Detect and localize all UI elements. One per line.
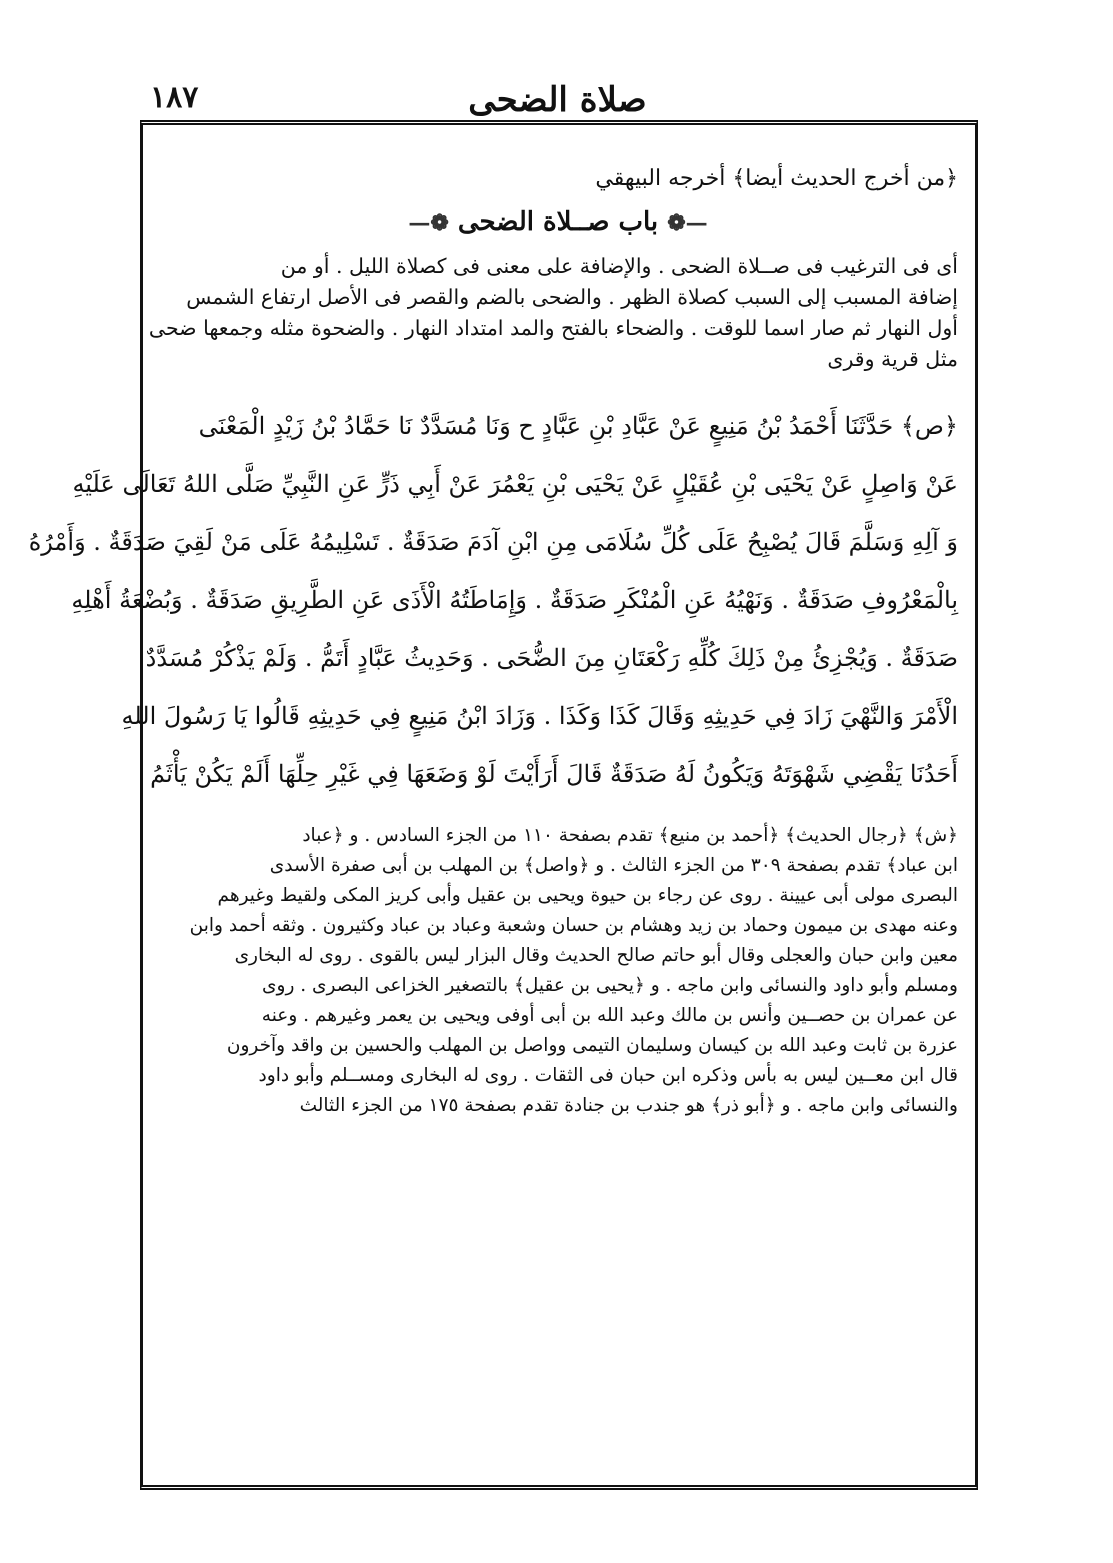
note-line: عن عمران بن حصــين وأنس بن مالك وعبد الله بن أبى أوفى ويحيى بن يعمر وغيرهم . وعنه — [261, 1005, 958, 1026]
page-header — [150, 80, 965, 122]
note-line: قال ابن معــين ليس به بأس وذكره ابن حبان فى الثقات . روى له البخارى ومســلم وأبو داود — [258, 1065, 958, 1086]
hadith-line: صَدَقَةٌ . وَيُجْزِئُ مِنْ ذَلِكَ كُلِّهِ رَكْعَتَانِ مِنَ الضُّحَى . وَحَدِيثُ عَبَّادٍ أَتَمُّ . وَلَمْ يَذْكُرْ مُسَدَّدٌ — [145, 644, 958, 672]
running-title: صلاة الضحى — [468, 80, 647, 120]
hadith-text — [28, 397, 958, 803]
note-line: وعنه مهدى بن ميمون وحماد بن زيد وهشام بن حسان وشعبة وعباد بن عباد وكثيرون . وثقه أحمد وابن — [189, 915, 958, 936]
note-line: عزرة بن ثابت وعبد الله بن كيسان وسليمان التيمى وواصل بن المهلب والحسين بن واقد وآخرون — [226, 1035, 958, 1056]
ornament-left-icon: —❁ — [667, 210, 708, 236]
commentary-notes — [158, 821, 958, 1121]
chapter-heading: باب صــلاة الضحى — [457, 207, 659, 237]
chapter-explanation — [148, 251, 958, 375]
prose-line: إضافة المسبب إلى السبب كصلاة الظهر . والضحى بالضم والقصر فى الأصل ارتفاع الشمس — [186, 285, 958, 309]
hadith-line: أَحَدُنَا يَقْضِي شَهْوَتَهُ وَيَكُونُ لَهُ صَدَقَةٌ قَالَ أَرَأَيْتَ لَوْ وَضَعَهَا فِي غَيْرِ حِلِّهَا أَلَمْ يَكُنْ يَأْثَمُ — [150, 760, 958, 788]
prose-line: أول النهار ثم صار اسما للوقت . والضحاء بالفتح والمد امتداد النهار . والضحوة مثله وجمعها ضحى — [148, 316, 958, 340]
note-line: ﴿ش﴾ ﴿رجال الحديث﴾ ﴿أحمد بن منيع﴾ تقدم بصفحة ١١٠ من الجزء السادس . و ﴿عباد — [302, 825, 958, 846]
ornament-right-icon: ❁— — [408, 210, 449, 236]
prose-line: أى فى الترغيب فى صــلاة الضحى . والإضافة على معنى فى كصلاة الليل . أو من — [280, 254, 958, 278]
hadith-line: ﴿ص﴾ حَدَّثَنَا أَحْمَدُ بْنُ مَنِيعٍ عَنْ عَبَّادِ بْنِ عَبَّادٍ ح وَنَا مُسَدَّدٌ نَا حَمَّادُ بْنُ زَيْدٍ الْمَعْنَى — [198, 412, 958, 440]
note-line: معين وابن حبان والعجلى وقال أبو حاتم صالح الحديث وقال البزار ليس بالقوى . روى له البخارى — [234, 945, 958, 966]
hadith-line: عَنْ وَاصِلٍ عَنْ يَحْيَى بْنِ عُقَيْلٍ عَنْ يَحْيَى بْنِ يَعْمُرَ عَنْ أَبِي ذَرٍّ عَنِ النَّبِيِّ صَلَّى اللهُ تَعَالَى عَلَيْهِ — [72, 470, 958, 498]
prose-line: مثل قرية وقرى — [827, 347, 958, 371]
note-line: ومسلم وأبو داود والنسائى وابن ماجه . و ﴿يحيى بن عقيل﴾ بالتصغير الخزاعى البصرى . روى — [262, 975, 958, 996]
page-number: ١٨٧ — [150, 80, 199, 115]
hadith-line: وَ آلِهِ وَسَلَّمَ قَالَ يُصْبِحُ عَلَى كُلِّ سُلَامَى مِنِ ابْنِ آدَمَ صَدَقَةٌ . تَسْلِيمُهُ عَلَى مَنْ لَقِيَ صَدَقَةٌ . وَأَمْرُهُ — [28, 528, 958, 556]
intro-question: ﴿من أخرج الحديث أيضا﴾ أخرجه البيهقي — [595, 166, 958, 191]
note-line: والنسائى وابن ماجه . و ﴿أبو ذر﴾ هو جندب بن جنادة تقدم بصفحة ١٧٥ من الجزء الثالث — [299, 1095, 958, 1116]
note-line: ابن عباد﴾ تقدم بصفحة ٣٠٩ من الجزء الثالث . و ﴿واصل﴾ بن المهلب بن أبى صفرة الأسدى — [269, 855, 958, 876]
page-body — [28, 162, 958, 1121]
hadith-line: بِالْمَعْرُوفِ صَدَقَةٌ . وَنَهْيُهُ عَنِ الْمُنْكَرِ صَدَقَةٌ . وَإِمَاطَتُهُ الْأَذَى عَنِ الطَّرِيقِ صَدَقَةٌ . وَبُضْعَةُ أَهْلِهِ — [71, 586, 958, 614]
chapter-heading-row — [158, 202, 958, 243]
hadith-line: الْأَمْرَ وَالنَّهْيَ زَادَ فِي حَدِيثِهِ وَقَالَ كَذَا وَكَذَا . وَزَادَ ابْنُ مَنِيعٍ فِي حَدِيثِهِ قَالُوا يَا رَسُولَ اللهِ — [121, 702, 958, 730]
note-line: البصرى مولى أبى عيينة . روى عن رجاء بن حيوة ويحيى بن عقيل وأبى كريز المكى ولقيط وغيرهم — [217, 885, 958, 906]
